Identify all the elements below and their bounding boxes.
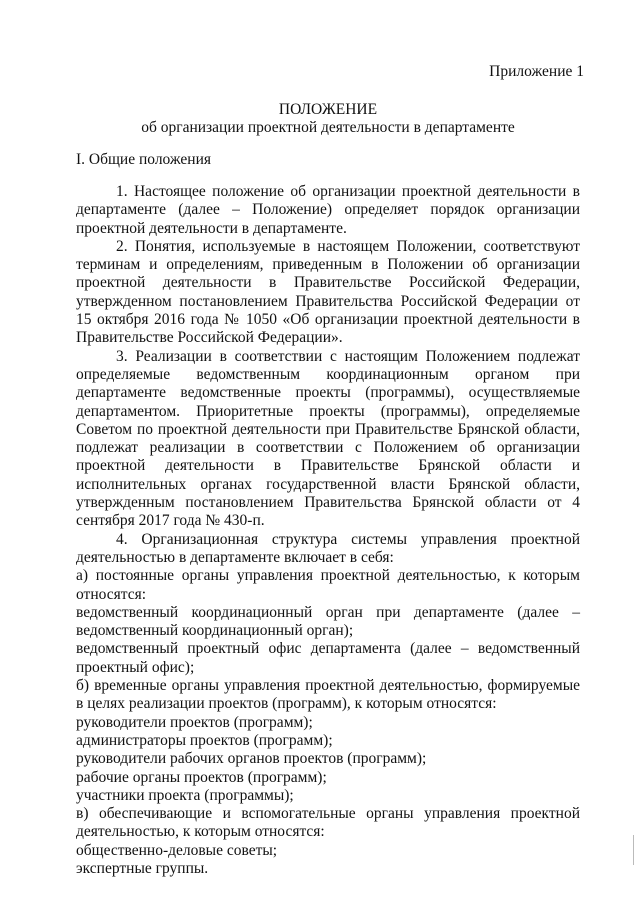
document-title: ПОЛОЖЕНИЕ [278, 101, 378, 118]
list-item: руководители рабочих органов проектов (программ); [76, 750, 427, 768]
list-item: участники проекта (программы); [76, 786, 294, 804]
paragraph-4: 4. Организационная структура системы управления проектной деятельностью в департаменте включает в себя: [76, 530, 580, 566]
paragraph-3: 3. Реализации в соответствии с настоящим Положением подлежат определяемые ведомственным координационным органом при департаменте ведомственные проекты (программы), осуществляемые департаментом. Приоритетные проекты (программы), определяемые Советом по проектной деятельности при Правительстве Брянской области, подлежат реализации в соответствии с Положением об организации проектной деятельности в Правительстве Брянской области и исполнительных органах государственной власти Брянской области, утвержденным постановлением Правительства Брянской области от 4 сентября 2017 года № 430-п. [76, 347, 580, 530]
list-item: администраторы проектов (программ); [76, 731, 333, 749]
list-item: в) обеспечивающие и вспомогательные органы управления проектной деятельностью, к которым относятся: [76, 805, 580, 841]
list-item: общественно-деловые советы; [76, 841, 278, 859]
list-item: рабочие органы проектов (программ); [76, 768, 327, 786]
document-body [76, 183, 580, 878]
paragraph-2: 2. Понятия, используемые в настоящем Положении, соответствуют терминам и определениям, приведенным в Положении об организации проектной деятельности в Правительстве Российской Федерации, утвержденном постановлением Правительства Российской Федерации от 15 октября 2016 года № 1050 «Об организации проектной деятельности в Правительстве Российской Федерации». [76, 237, 580, 347]
paragraph-1: 1. Настоящее положение об организации проектной деятельности в департаменте (далее – Положение) определяет порядок организации проектной деятельности в департаменте. [76, 183, 580, 237]
list-item: а) постоянные органы управления проектной деятельностью, к которым относятся: [76, 567, 580, 603]
list-item: экспертные группы. [76, 859, 209, 877]
list-item: руководители проектов (программ); [76, 713, 313, 731]
section-heading: I. Общие положения [76, 151, 212, 168]
list-item: ведомственный проектный офис департамента (далее – ведомственный проектный офис); [76, 640, 580, 676]
list-item: б) временные органы управления проектной деятельностью, формируемые в целях реализации проектов (программ), к которым относятся: [76, 677, 580, 713]
document-subtitle: об организации проектной деятельности в департаменте [141, 119, 515, 136]
appendix-label: Приложение 1 [489, 63, 584, 80]
list-item: ведомственный координационный орган при департаменте (далее – ведомственный координационный орган); [76, 603, 580, 640]
scan-edge-mark [623, 835, 634, 865]
